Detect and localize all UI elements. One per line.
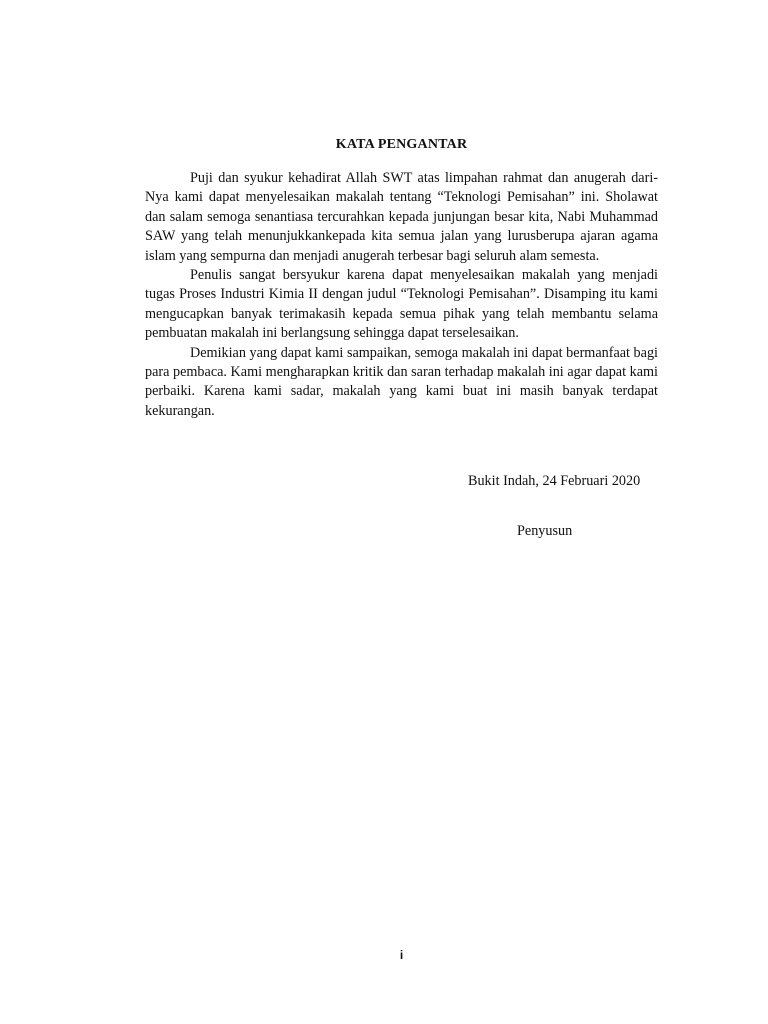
paragraph-3: Demikian yang dapat kami sampaikan, semoga makalah ini dapat bermanfaat bagi para pembaca. Kami mengharapkan kritik dan saran terhadap makalah ini agar dapat kami perbaiki. Karena kami sadar, makalah yang kami buat ini masih banyak terdapat kekurangan. <box>145 344 658 419</box>
paragraph-2: Penulis sangat bersyukur karena dapat menyelesaikan makalah yang menjadi tugas Proses Industri Kimia II dengan judul “Teknologi Pemisahan”. Disamping itu kami mengucapkan banyak terimakasih kepada semua pihak yang telah membantu selama pembuatan makalah ini berlangsung sehingga dapat terselesaikan. <box>145 267 658 342</box>
page-title: KATA PENGANTAR <box>335 137 468 152</box>
signer-label: Penyusun <box>517 523 573 539</box>
page-number: i <box>399 948 404 962</box>
place-date: Bukit Indah, 24 Februari 2020 <box>468 473 641 489</box>
preface-body <box>145 169 658 421</box>
paragraph-1: Puji dan syukur kehadirat Allah SWT atas limpahan rahmat dan anugerah dari-Nya kami dapat menyelesaikan makalah tentang “Teknologi Pemisahan” ini. Sholawat dan salam semoga senantiasa tercurahkan kepada junjungan besar kita, Nabi Muhammad SAW yang telah menunjukkankepada kita semua jalan yang lurusberupa ajaran agama islam yang sempurna dan menjadi anugerah terbesar bagi seluruh alam semesta. <box>145 170 658 264</box>
